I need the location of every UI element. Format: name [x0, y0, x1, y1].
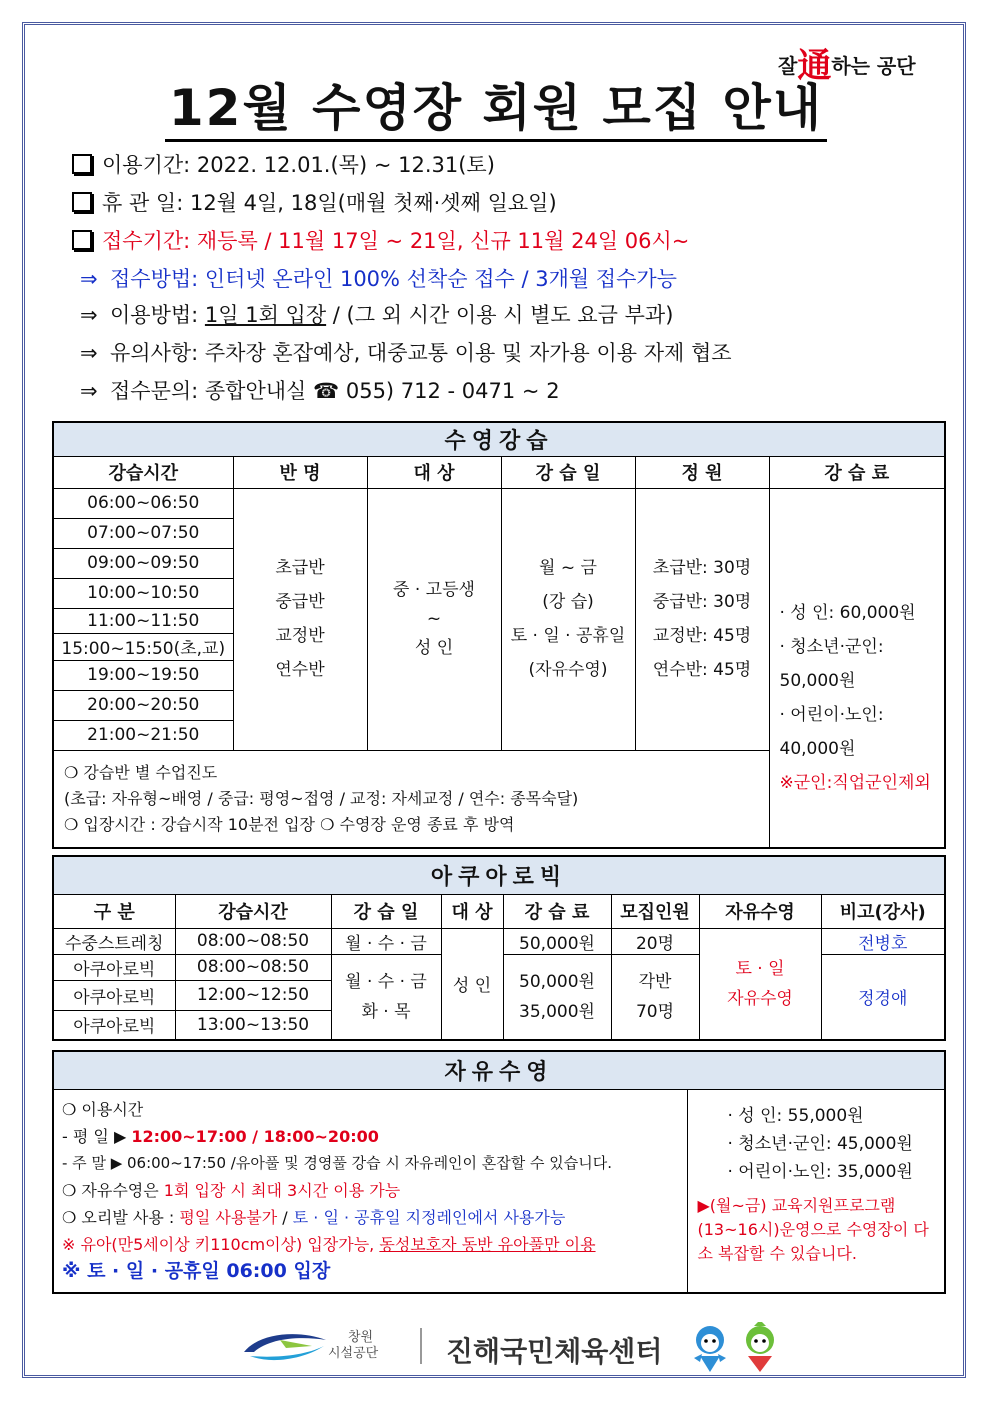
info-inquiry-suffix: 055) 712 - 0471 ~ 2 — [339, 379, 560, 403]
target-text: 중 · 고등생 — [393, 580, 475, 600]
program-capacity: 20명 — [611, 928, 699, 954]
info-caution-text: 유의사항: 주차장 혼잡예상, 대중교통 이용 및 자가용 이용 자제 협조 — [110, 341, 732, 365]
info-usage — [72, 300, 673, 330]
lesson-time: 09:00~09:50 — [53, 548, 233, 578]
arrow-icon: ⇒ — [80, 267, 98, 291]
target-text: ~ — [426, 609, 442, 629]
col-header-capacity: 정 원 — [635, 456, 769, 488]
free-swim-table — [52, 1050, 946, 1294]
info-caution — [72, 338, 732, 368]
fee-text: · 성 인: 60,000원 — [779, 602, 916, 623]
class-name: 중급반 — [275, 592, 325, 612]
lesson-time: 21:00~21:50 — [53, 720, 233, 750]
slogan-suffix: 하는 공단 — [831, 54, 916, 78]
program-days: 월 · 수 · 금 — [331, 928, 441, 954]
lesson-note: ❍ 강습반 별 수업진도 — [64, 762, 218, 782]
program-name: 아쿠아로빅 — [53, 1010, 175, 1040]
col-header-target: 대 상 — [441, 894, 503, 928]
fee-text: · 성 인: 55,000원 — [727, 1105, 864, 1126]
info-inquiry — [72, 376, 560, 406]
col-header-fee: 강 습 료 — [503, 894, 611, 928]
slogan-prefix: 잘 — [778, 54, 798, 78]
fee-text: · 청소년·군인: 50,000원 — [779, 636, 884, 691]
col-header-recruit: 모집인원 — [611, 894, 699, 928]
info-usage-underlined: 1일 1회 입장 — [204, 303, 327, 327]
divider — [420, 1328, 422, 1364]
fins-prefix: ❍ 오리발 사용 : — [62, 1207, 180, 1227]
fee-list — [769, 488, 945, 848]
fins-weekend: 토 · 일 · 공휴일 지정레인에서 사용가능 — [292, 1207, 566, 1227]
free-swim-days: 토 · 일 — [735, 958, 785, 979]
info-method — [72, 264, 677, 294]
program-days-text: 월 · 수 · 금 — [345, 971, 427, 992]
program-capacity — [611, 954, 699, 1040]
col-header-category: 구 분 — [53, 894, 175, 928]
slogan-emphasis: 通 — [797, 46, 832, 86]
fee-note: ※군인:직업군인제외 — [779, 772, 931, 793]
table-row — [53, 928, 945, 954]
days-list — [501, 488, 635, 750]
program-time: 13:00~13:50 — [175, 1010, 331, 1040]
col-header-time: 강습시간 — [175, 894, 331, 928]
class-name: 교정반 — [275, 626, 325, 646]
free-swim-cell — [699, 928, 821, 1040]
program-time: 08:00~08:50 — [175, 954, 331, 980]
program-days-text: 화 · 목 — [361, 1001, 411, 1022]
lesson-time: 10:00~10:50 — [53, 578, 233, 608]
org-logo-icon — [240, 1326, 330, 1366]
days-text: (강 습) — [542, 592, 594, 612]
capacity-text: 초급반: 30명 — [652, 558, 752, 578]
info-usage-suffix: / (그 외 시간 이용 시 별도 요금 부과) — [326, 303, 674, 327]
aqua-title: 아쿠아로빅 — [53, 856, 945, 894]
program-name: 아쿠아로빅 — [53, 980, 175, 1010]
col-header-days: 강 습 일 — [331, 894, 441, 928]
info-usage-prefix: 이용방법: — [110, 303, 205, 327]
time-limit-value: 1회 입장 시 최대 3시간 이용 가능 — [163, 1180, 401, 1200]
org-name-line: 시설공단 — [328, 1346, 379, 1361]
phone-icon: ☎ — [313, 379, 340, 403]
arrow-icon: ⇒ — [80, 341, 98, 365]
target-list — [367, 488, 501, 750]
program-fee-text: 35,000원 — [519, 1001, 595, 1022]
days-text: 월 ~ 금 — [539, 558, 597, 578]
free-swim-label: 자유수영 — [727, 988, 793, 1009]
lesson-time: 15:00~15:50(초,교) — [53, 633, 233, 660]
fee-text: · 어린이·노인: 40,000원 — [779, 704, 884, 759]
teacher-name: 정경애 — [821, 954, 945, 1040]
org-name-line: 창원 — [348, 1330, 374, 1345]
program-name: 아쿠아로빅 — [53, 954, 175, 980]
lesson-time: 07:00~07:50 — [53, 518, 233, 548]
info-inquiry-prefix: 접수문의: 종합안내실 — [110, 379, 313, 403]
program-capacity-text: 70명 — [635, 1001, 675, 1022]
lesson-note: (초급: 자유형~배영 / 중급: 평영~접영 / 교정: 자세교정 / 연수: 종목숙달) — [64, 788, 579, 808]
col-header-target: 대 상 — [367, 456, 501, 488]
class-list — [233, 488, 367, 750]
col-header-class: 반 명 — [233, 456, 367, 488]
footer — [0, 1322, 992, 1372]
program-target: 성 인 — [441, 928, 503, 1040]
hours-title: ❍ 이용시간 — [62, 1099, 144, 1119]
checkbox-icon — [72, 230, 92, 250]
center-name: 진해국민체육센터 — [446, 1335, 663, 1368]
col-header-days: 강 습 일 — [501, 456, 635, 488]
class-name: 연수반 — [275, 660, 325, 680]
info-reception-text: 접수기간: 재등록 / 11월 17일 ~ 21일, 신규 11월 24일 06시~ — [102, 229, 690, 253]
weekday-hours-value: 12:00~17:00 / 18:00~20:00 — [131, 1126, 379, 1146]
fins-separator: / — [277, 1207, 293, 1227]
swim-lessons-title: 수영강습 — [53, 422, 945, 456]
swim-lessons-table — [52, 421, 946, 849]
free-swim-info — [53, 1089, 687, 1293]
checkbox-icon — [72, 192, 92, 212]
target-text: 성 인 — [414, 638, 454, 658]
lesson-time: 19:00~19:50 — [53, 660, 233, 690]
capacity-text: 교정반: 45명 — [652, 626, 752, 646]
program-days — [331, 954, 441, 1040]
program-fee: 50,000원 — [503, 928, 611, 954]
child-rule — [62, 1231, 679, 1258]
weekday-prefix: - 평 일 ▶ — [62, 1126, 132, 1146]
lesson-time: 06:00~06:50 — [53, 488, 233, 518]
program-time: 08:00~08:50 — [175, 928, 331, 954]
org-name — [328, 1330, 378, 1362]
arrow-icon: ⇒ — [80, 303, 98, 327]
arrow-icon: ⇒ — [80, 379, 98, 403]
page-title-text: 12월 수영장 회원 모집 안내 — [165, 79, 827, 142]
lesson-time: 20:00~20:50 — [53, 690, 233, 720]
lesson-time: 11:00~11:50 — [53, 608, 233, 633]
fee-text: · 어린이·노인: 35,000원 — [727, 1161, 913, 1182]
time-limit-prefix: ❍ 자유수영은 — [62, 1180, 164, 1200]
fee-text: · 청소년·군인: 45,000원 — [727, 1133, 913, 1154]
info-method-text: 접수방법: 인터넷 온라인 100% 선착순 접수 / 3개월 접수가능 — [110, 267, 677, 291]
info-closed — [72, 188, 557, 218]
col-header-free-swim: 자유수영 — [699, 894, 821, 928]
capacity-text: 연수반: 45명 — [652, 660, 752, 680]
lesson-notes — [53, 750, 769, 848]
child-rule-prefix: ※ 유아(만5세이상 키110cm이상) 입장가능, — [62, 1234, 380, 1254]
program-notice: ▶(월~금) 교육지원프로그램 (13~16시)운영으로 수영장이 다소 복잡할 수 있습니다. — [697, 1195, 929, 1263]
program-time: 12:00~12:50 — [175, 980, 331, 1010]
weekday-hours — [62, 1123, 679, 1150]
weekend-entry: ※ 토 · 일 · 공휴일 06:00 입장 — [62, 1259, 331, 1282]
info-period — [72, 150, 495, 180]
teacher-name: 전병호 — [821, 928, 945, 954]
weekend-hours: - 주 말 ▶ 06:00~17:50 /유아풀 및 경영풀 강습 시 자유레인이 혼잡할 수 있습니다. — [62, 1153, 613, 1172]
class-name: 초급반 — [275, 558, 325, 578]
fins-rule — [62, 1204, 679, 1231]
col-header-time: 강습시간 — [53, 456, 233, 488]
col-header-fee: 강 습 료 — [769, 456, 945, 488]
days-text: (자유수영) — [528, 660, 608, 680]
days-text: 토 · 일 · 공휴일 — [510, 626, 626, 646]
free-swim-title: 자유수영 — [53, 1051, 945, 1089]
child-rule-underlined: 동성보호자 동반 유아풀만 이용 — [379, 1234, 596, 1254]
col-header-teacher: 비고(강사) — [821, 894, 945, 928]
aqua-table — [52, 855, 946, 1041]
free-swim-fees — [687, 1089, 945, 1293]
program-fee — [503, 954, 611, 1040]
program-name: 수중스트레칭 — [53, 928, 175, 954]
info-reception — [72, 226, 689, 256]
fins-weekday: 평일 사용불가 — [179, 1207, 278, 1227]
time-limit — [62, 1177, 679, 1204]
capacity-list — [635, 488, 769, 750]
checkbox-icon — [72, 154, 92, 174]
mascot-icon — [682, 1322, 792, 1374]
info-closed-text: 휴 관 일: 12월 4일, 18일(매월 첫째·셋째 일요일) — [102, 191, 557, 215]
lesson-note: ❍ 입장시간 : 강습시작 10분전 입장 ❍ 수영장 운영 종료 후 방역 — [64, 814, 515, 834]
program-fee-text: 50,000원 — [519, 971, 595, 992]
program-capacity-text: 각반 — [638, 971, 672, 992]
capacity-text: 중급반: 30명 — [652, 592, 752, 612]
info-period-text: 이용기간: 2022. 12.01.(목) ~ 12.31(토) — [102, 153, 495, 177]
page-title — [0, 68, 992, 140]
